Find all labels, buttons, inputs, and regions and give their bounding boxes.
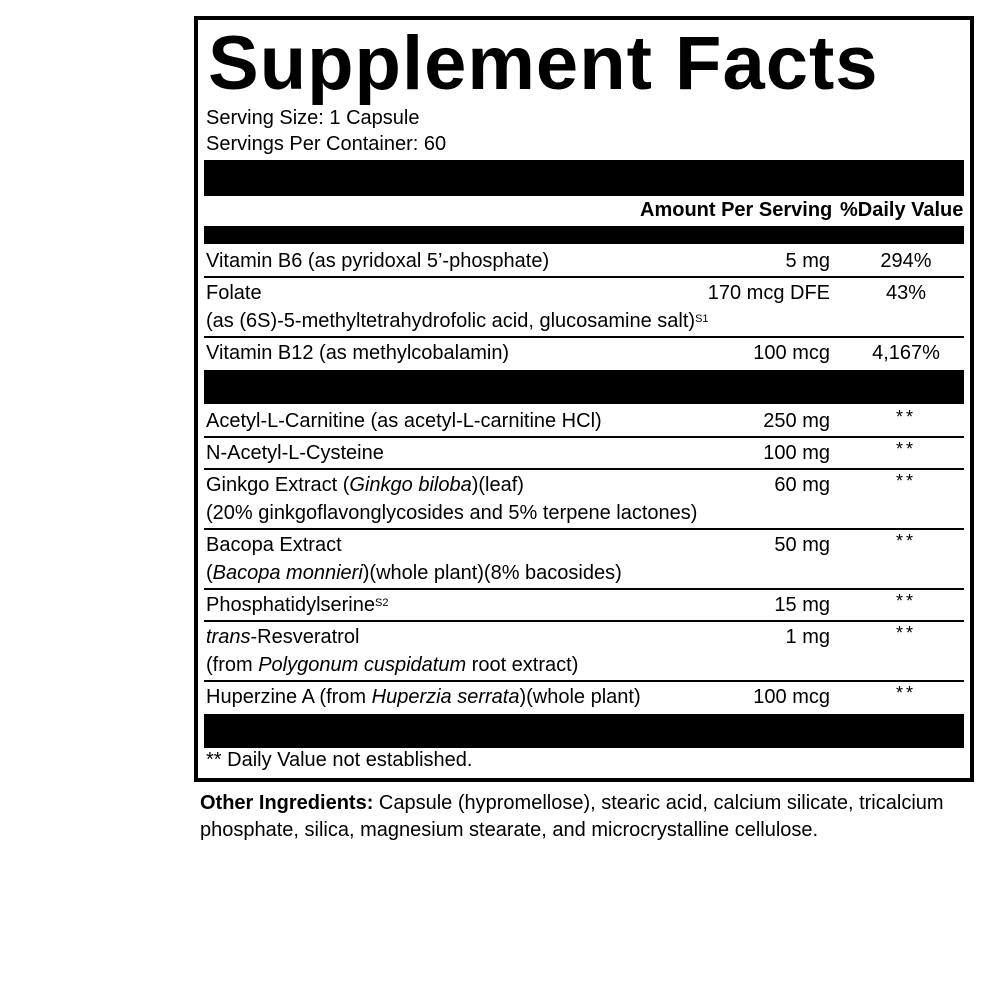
ingredient-name: Acetyl-L-Carnitine (as acetyl-L-carnitine HCl) <box>206 410 602 432</box>
ingredient-amount: 250 mg <box>763 410 830 432</box>
row-divider <box>204 276 964 278</box>
ingredient-dv: ** <box>895 591 916 611</box>
ingredient-dv: ** <box>895 683 916 703</box>
row-divider <box>204 336 964 338</box>
row-divider <box>204 620 964 622</box>
superscript: S2 <box>375 597 389 609</box>
ingredient-amount: 170 mcg DFE <box>707 282 830 304</box>
ingredient-name: Ginkgo Extract (Ginkgo biloba)(leaf) <box>206 474 524 496</box>
divider-bar <box>204 714 964 748</box>
header-daily-value: %Daily Value <box>840 199 964 221</box>
ingredient-name: Phosphatidylserine$^{S2}$ <box>206 594 389 616</box>
ingredient-amount: 1 mg <box>785 626 830 648</box>
ingredient-dv: ** <box>895 471 916 491</box>
divider-bar <box>204 370 964 404</box>
other-ingredients <box>200 790 990 844</box>
other-ingredients-label: Other Ingredients: <box>200 792 374 814</box>
other-ingredients-text: Capsule (hypromellose), stearic acid, calcium silicate, tricalcium phosphate, silica, magnesium stearate, and microcrystalline cellulose. <box>200 792 944 841</box>
header-amount: Amount Per Serving <box>640 199 833 221</box>
servings-per-container: Servings Per Container: 60 <box>206 133 447 155</box>
ingredient-name: Folate <box>206 282 262 304</box>
ingredient-source: (20% ginkgoflavonglycosides and 5% terpene lactones) <box>206 502 698 524</box>
ingredient-amount: 100 mg <box>763 442 830 464</box>
supplement-facts-panel <box>194 16 974 782</box>
ingredient-source: (as (6S)-5-methyltetrahydrofolic acid, glucosamine salt)$^{S1}$ <box>206 310 709 332</box>
ingredient-source: (from Polygonum cuspidatum root extract) <box>206 654 579 676</box>
ingredient-amount: 100 mcg <box>753 342 830 364</box>
ingredient-source: (Bacopa monnieri)(whole plant)(8% bacosides) <box>206 562 622 584</box>
serving-size: Serving Size: 1 Capsule <box>206 107 420 129</box>
ingredient-amount: 50 mg <box>774 534 830 556</box>
divider-bar <box>204 226 964 244</box>
ingredient-name: Huperzine A (from Huperzia serrata)(whole plant) <box>206 686 641 708</box>
ingredient-dv: 294% <box>880 250 932 272</box>
ingredient-dv: 4,167% <box>872 342 940 364</box>
panel-title: Supplement Facts <box>208 21 879 106</box>
ingredient-amount: 100 mcg <box>753 686 830 708</box>
ingredient-dv: ** <box>895 623 916 643</box>
ingredient-dv: ** <box>895 407 916 427</box>
ingredient-name: N-Acetyl-L-Cysteine <box>206 442 384 464</box>
ingredient-name: Vitamin B12 (as methylcobalamin) <box>206 342 510 364</box>
ingredient-name: Vitamin B6 (as pyridoxal 5’-phosphate) <box>206 250 550 272</box>
ingredient-dv: 43% <box>885 282 927 304</box>
footnote: ** Daily Value not established. <box>206 749 473 771</box>
ingredient-amount: 60 mg <box>774 474 830 496</box>
ingredient-name: trans-Resveratrol <box>206 626 360 648</box>
ingredient-amount: 15 mg <box>774 594 830 616</box>
divider-bar <box>204 160 964 196</box>
row-divider <box>204 588 964 590</box>
row-divider <box>204 680 964 682</box>
ingredient-dv: ** <box>895 531 916 551</box>
ingredient-dv: ** <box>895 439 916 459</box>
row-divider <box>204 468 964 470</box>
superscript: S1 <box>695 313 709 325</box>
row-divider <box>204 436 964 438</box>
ingredient-name: Bacopa Extract <box>206 534 342 556</box>
row-divider <box>204 528 964 530</box>
ingredient-amount: 5 mg <box>785 250 830 272</box>
